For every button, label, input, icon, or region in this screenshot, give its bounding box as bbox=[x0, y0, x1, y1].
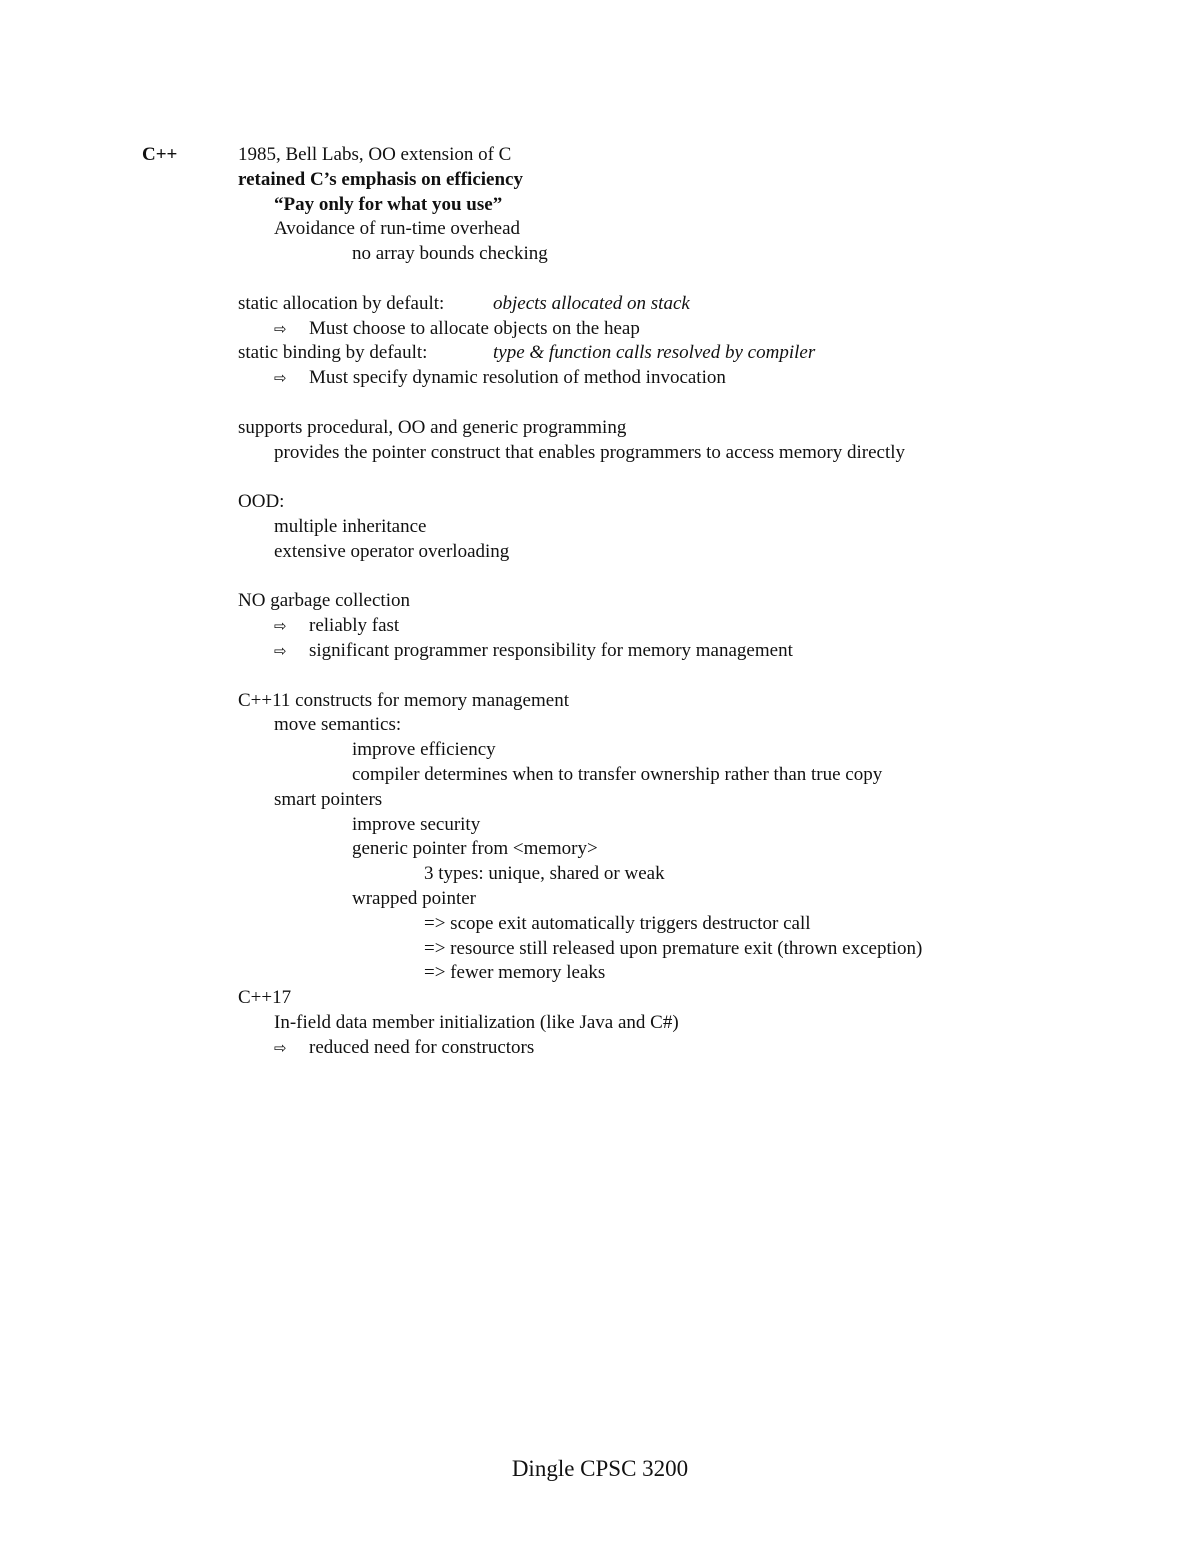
note-line: 3 types: unique, shared or weak bbox=[424, 863, 665, 885]
note-text: significant programmer responsibility for memory management bbox=[309, 639, 793, 661]
note-line: multiple inheritance bbox=[274, 515, 427, 537]
notes-body bbox=[238, 143, 1138, 1060]
note-term: static binding by default: bbox=[238, 342, 428, 364]
note-line: 1985, Bell Labs, OO extension of C bbox=[238, 144, 512, 165]
note-line: retained C’s emphasis on efficiency bbox=[238, 168, 523, 190]
note-line: OOD: bbox=[238, 491, 285, 513]
note-term: static allocation by default: bbox=[238, 292, 445, 314]
right-arrow-icon: ⇨ bbox=[274, 1038, 287, 1057]
note-line: NO garbage collection bbox=[238, 590, 410, 612]
note-line bbox=[238, 341, 1138, 366]
right-arrow-icon: ⇨ bbox=[274, 319, 287, 338]
spacer bbox=[238, 391, 1138, 416]
note-line bbox=[238, 1036, 1138, 1061]
right-arrow-icon: ⇨ bbox=[274, 617, 287, 636]
note-line: compiler determines when to transfer ownership rather than true copy bbox=[352, 763, 883, 785]
note-line: “Pay only for what you use” bbox=[274, 193, 503, 215]
note-line: improve efficiency bbox=[352, 739, 496, 761]
note-text: reduced need for constructors bbox=[309, 1036, 535, 1058]
note-line: provides the pointer construct that enables programmers to access memory directly bbox=[274, 441, 906, 463]
note-text: reliably fast bbox=[309, 615, 400, 637]
note-line: smart pointers bbox=[274, 788, 383, 810]
note-line: => resource still released upon premature exit (thrown exception) bbox=[424, 937, 923, 959]
note-line: C++17 bbox=[238, 987, 292, 1009]
page-footer: Dingle CPSC 3200 bbox=[511, 1456, 689, 1481]
note-text: Must specify dynamic resolution of method invocation bbox=[309, 367, 726, 389]
note-line bbox=[238, 614, 1138, 639]
topic-label: C++ bbox=[142, 144, 178, 165]
note-line bbox=[238, 366, 1138, 391]
note-line: no array bounds checking bbox=[352, 243, 548, 265]
spacer bbox=[238, 465, 1138, 490]
right-arrow-icon: ⇨ bbox=[274, 369, 287, 388]
note-line: => scope exit automatically triggers destructor call bbox=[424, 912, 811, 934]
spacer bbox=[238, 565, 1138, 590]
spacer bbox=[238, 267, 1138, 292]
note-definition: objects allocated on stack bbox=[493, 292, 690, 314]
note-line: extensive operator overloading bbox=[274, 540, 510, 562]
note-line: wrapped pointer bbox=[352, 887, 476, 909]
note-line: => fewer memory leaks bbox=[424, 962, 606, 984]
note-line: improve security bbox=[352, 813, 481, 835]
note-line bbox=[238, 317, 1138, 342]
note-line: Avoidance of run-time overhead bbox=[274, 218, 521, 240]
right-arrow-icon: ⇨ bbox=[274, 641, 287, 660]
note-line bbox=[238, 639, 1138, 664]
note-line: move semantics: bbox=[274, 714, 402, 736]
spacer bbox=[238, 664, 1138, 689]
note-definition: type & function calls resolved by compiler bbox=[493, 342, 816, 364]
note-line: In-field data member initialization (like Java and C#) bbox=[274, 1011, 679, 1033]
note-line: C++11 constructs for memory management bbox=[238, 689, 569, 711]
note-line: supports procedural, OO and generic programming bbox=[238, 416, 627, 438]
note-text: Must choose to allocate objects on the heap bbox=[309, 317, 640, 339]
note-line: generic pointer from <memory> bbox=[352, 838, 598, 860]
note-line bbox=[238, 292, 1138, 317]
